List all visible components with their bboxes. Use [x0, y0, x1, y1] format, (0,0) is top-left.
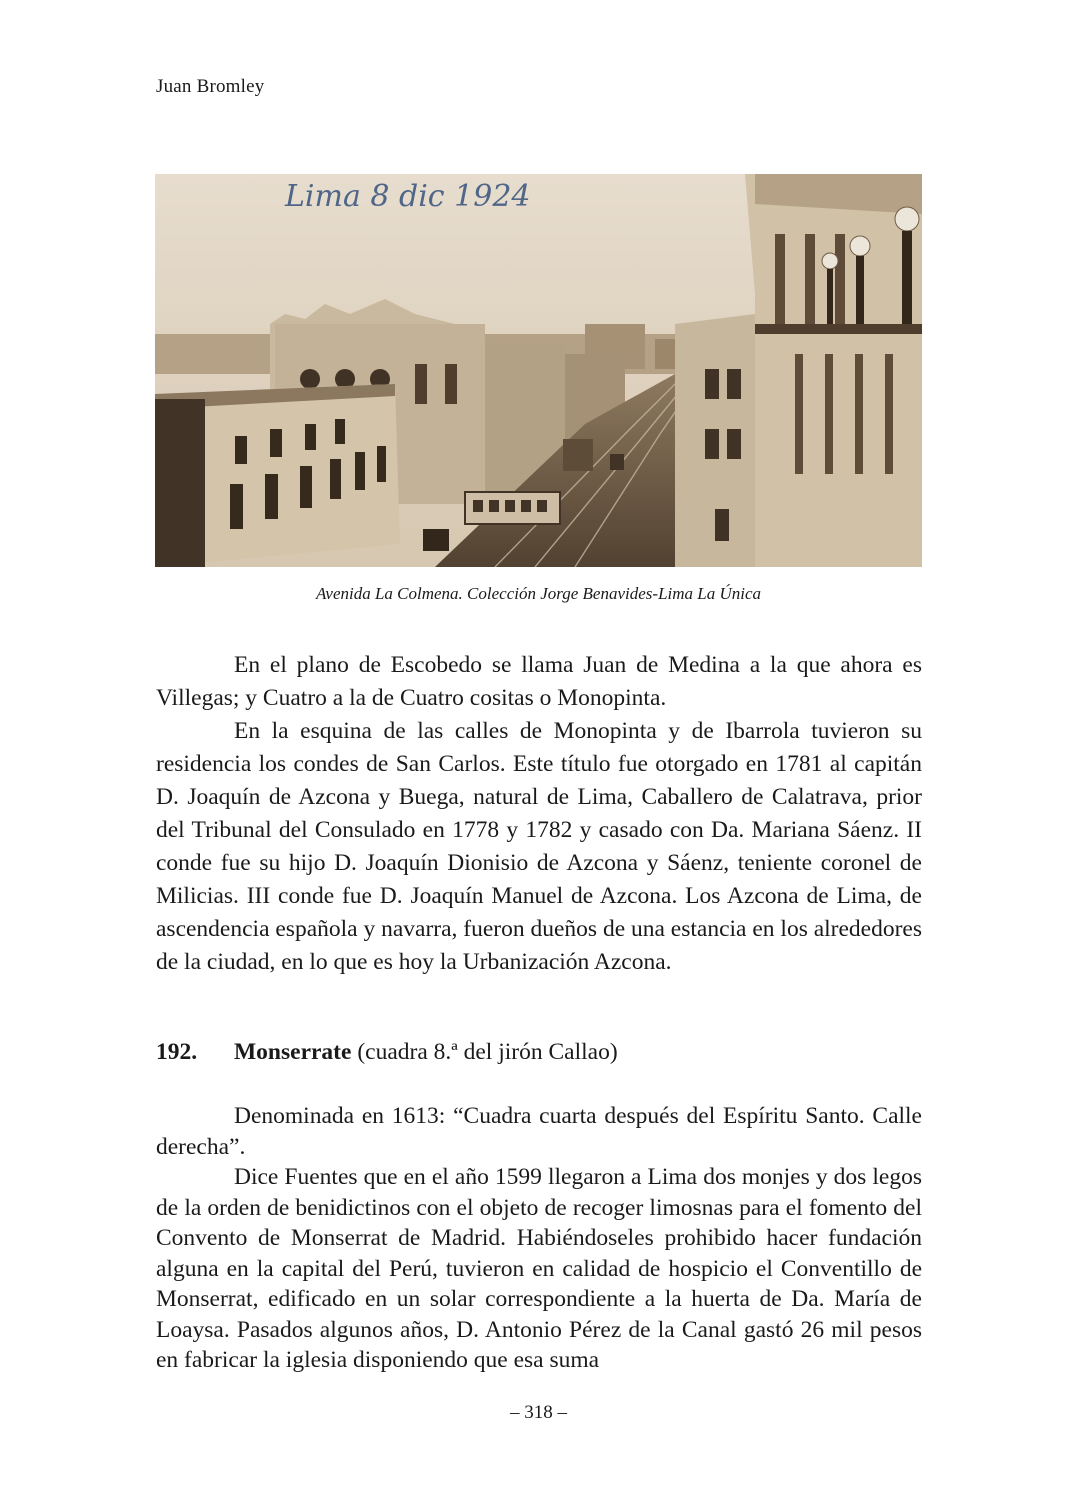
paragraph: Denominada en 1613: “Cuadra cuarta después del Espíritu Santo. Calle derecha”. — [156, 1103, 922, 1160]
photo-caption: Avenida La Colmena. Colección Jorge Benavides-Lima La Única — [315, 584, 762, 603]
section-subtitle: (cuadra 8.ª del jirón Callao) — [351, 1039, 618, 1065]
paragraph: Dice Fuentes que en el año 1599 llegaron a Lima dos monjes y dos legos de la orden de benidictinos con el objeto de recoger limosnas para el fomento del Convento de Monserrat de Madrid. Habiéndoseles prohibido hacer fundación alguna en la capital del Perú, tuvieron en calidad de hospicio el Conventillo de Monserrat, edificado en un solar correspondiente a la huerta de Da. María de Loaysa. Pasados algunos años, D. Antonio Pérez de la Canal gastó 26 mil pesos en fabricar la iglesia disponiendo que esa suma — [156, 1164, 922, 1373]
handwritten-inscription: Lima 8 dic 1924 — [285, 179, 531, 214]
running-head: Juan Bromley — [156, 76, 265, 97]
street-scene-illustration — [155, 174, 922, 567]
section-number: 192. — [156, 1039, 198, 1065]
paragraph: En la esquina de las calles de Monopinta y de Ibarrola tuvieron su residencia los condes de San Carlos. Este título fue otorgado en 1781 al capitán D. Joaquín de Azcona y Buega, natural de Lima, Caballero de Calatrava, prior del Tribunal del Consulado en 1778 y 1782 y casado con Da. Mariana Sáenz. II conde fue su hijo D. Joaquín Dionisio de Azcona y Sáenz, teniente coronel de Milicias. III conde fue D. Joaquín Manuel de Azcona. Los Azcona de Lima, de ascendencia española y navarra, fueron dueños de una estancia en los alrededores de la ciudad, en lo que es hoy la Urbanización Azcona. — [156, 718, 923, 975]
page-number: – 318 – — [510, 1402, 567, 1423]
historic-photo — [155, 174, 922, 567]
section-title: Monserrate — [234, 1039, 352, 1065]
text-block-2 — [156, 1101, 922, 1376]
section-heading — [156, 1039, 618, 1066]
text-block-1 — [156, 649, 922, 979]
paragraph: En el plano de Escobedo se llama Juan de Medina a la que ahora es Villegas; y Cuatro a la de Cuatro cositas o Monopinta. — [156, 652, 922, 711]
